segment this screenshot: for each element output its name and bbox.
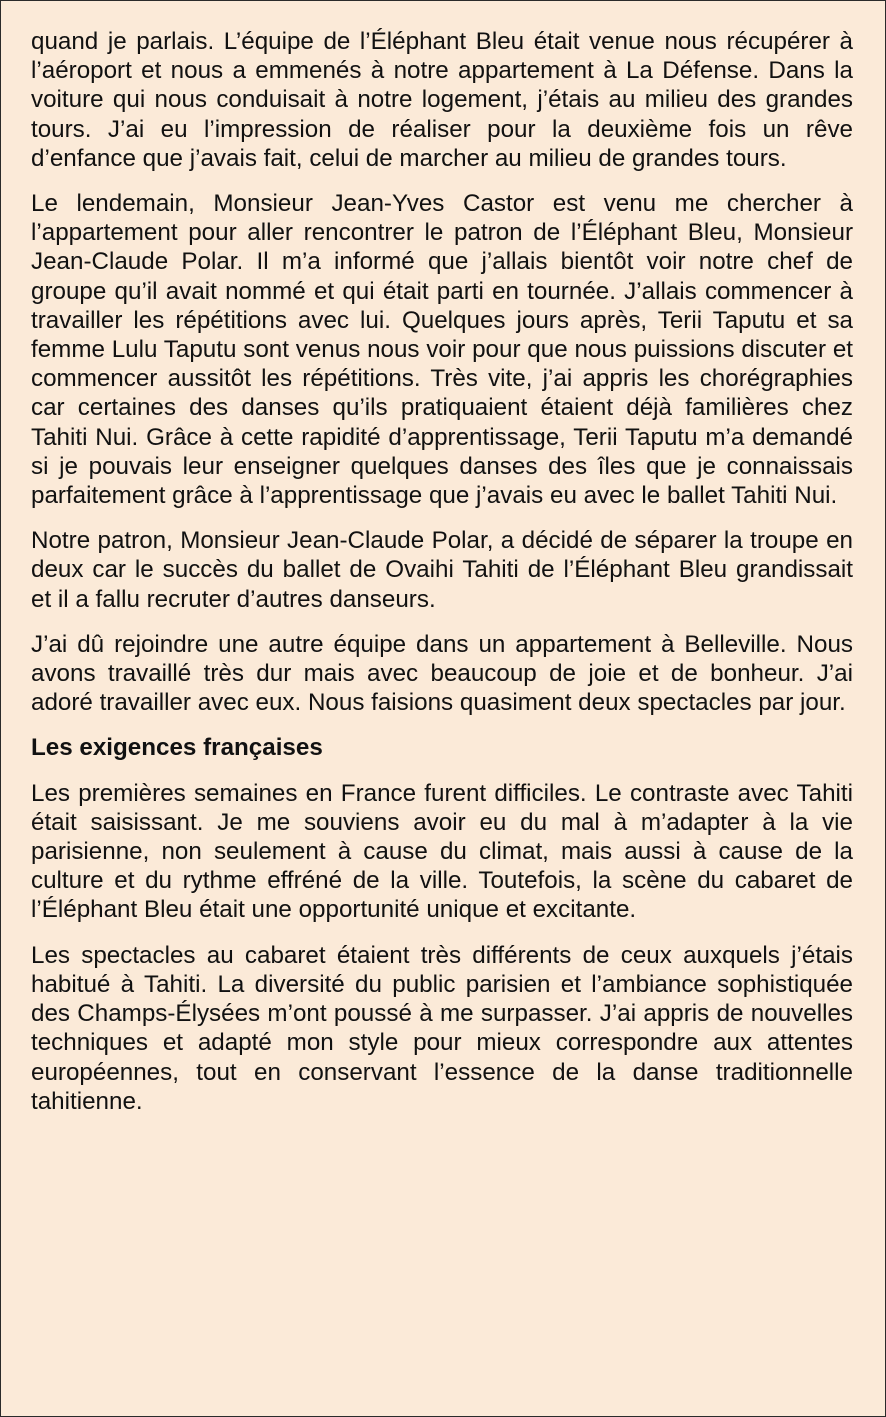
paragraph-belleville: J’ai dû rejoindre une autre équipe dans un appartement à Belleville. Nous avons travaillé très dur mais avec beaucoup de joie et de bonheur. J’ai adoré travailler avec eux. Nous faisions quasiment deux spectacles par jour. [31, 630, 853, 717]
section-heading: Les exigences françaises [31, 734, 323, 762]
paragraph-arrival-la-defense: quand je parlais. L’équipe de l’Éléphant Bleu était venue nous récupérer à l’aéroport et nous a emmenés à notre appartement à La Défense. Dans la voiture qui nous conduisait à notre logement, j’étais au milieu des grandes tours. J’ai eu l’impression de réaliser pour la deuxième fois un rêve d’enfance que j’avais fait, celui de marcher au milieu de grandes tours. [31, 28, 853, 172]
paragraph-troupe-split: Notre patron, Monsieur Jean-Claude Polar, a décidé de séparer la troupe en deux car le succès du ballet de Ovaihi Tahiti de l’Éléphant Bleu grandissait et il a fallu recruter d’autres danseurs. [31, 527, 853, 613]
paragraph-meeting-boss: Le lendemain, Monsieur Jean-Yves Castor est venu me chercher à l’appartement pour aller rencontrer le patron de l’Éléphant Bleu, Monsieur Jean-Claude Polar. Il m’a informé que j’allais bientôt voir notre chef de groupe qu’il avait nommé et qui était parti en tournée. J’allais commencer à travailler les répétitions avec lui. Quelques jours après, Terii Taputu et sa femme Lulu Taputu sont venus nous voir pour que nous puissions discuter et commencer aussitôt les répétitions. Très vite, j’ai appris les chorégraphies car certaines des danses qu’ils pratiquaient étaient déjà familières chez Tahiti Nui. Grâce à cette rapidité d’apprentissage, Terii Taputu m’a demandé si je pouvais leur enseigner quelques danses des îles que je connaissais parfaitement grâce à l’apprentissage que j’avais eu avec le ballet Tahiti Nui. [31, 190, 853, 510]
paragraph-cabaret-shows: Les spectacles au cabaret étaient très différents de ceux auxquels j’étais habitué à Tahiti. La diversité du public parisien et l’ambiance sophistiquée des Champs-Élysées m’ont poussé à me surpasser. J’ai appris de nouvelles techniques et adapté mon style pour mieux correspondre aux attentes européennes, tout en conservant l’essence de la danse traditionnelle tahitienne. [31, 941, 853, 1115]
paragraph-first-weeks: Les premières semaines en France furent difficiles. Le contraste avec Tahiti était saisissant. Je me souviens avoir eu du mal à m’adapter à la vie parisienne, non seulement à cause du climat, mais aussi à cause de la culture et du rythme effréné de la ville. Toutefois, la scène du cabaret de l’Éléphant Bleu était une opportunité unique et excitante. [31, 779, 853, 924]
